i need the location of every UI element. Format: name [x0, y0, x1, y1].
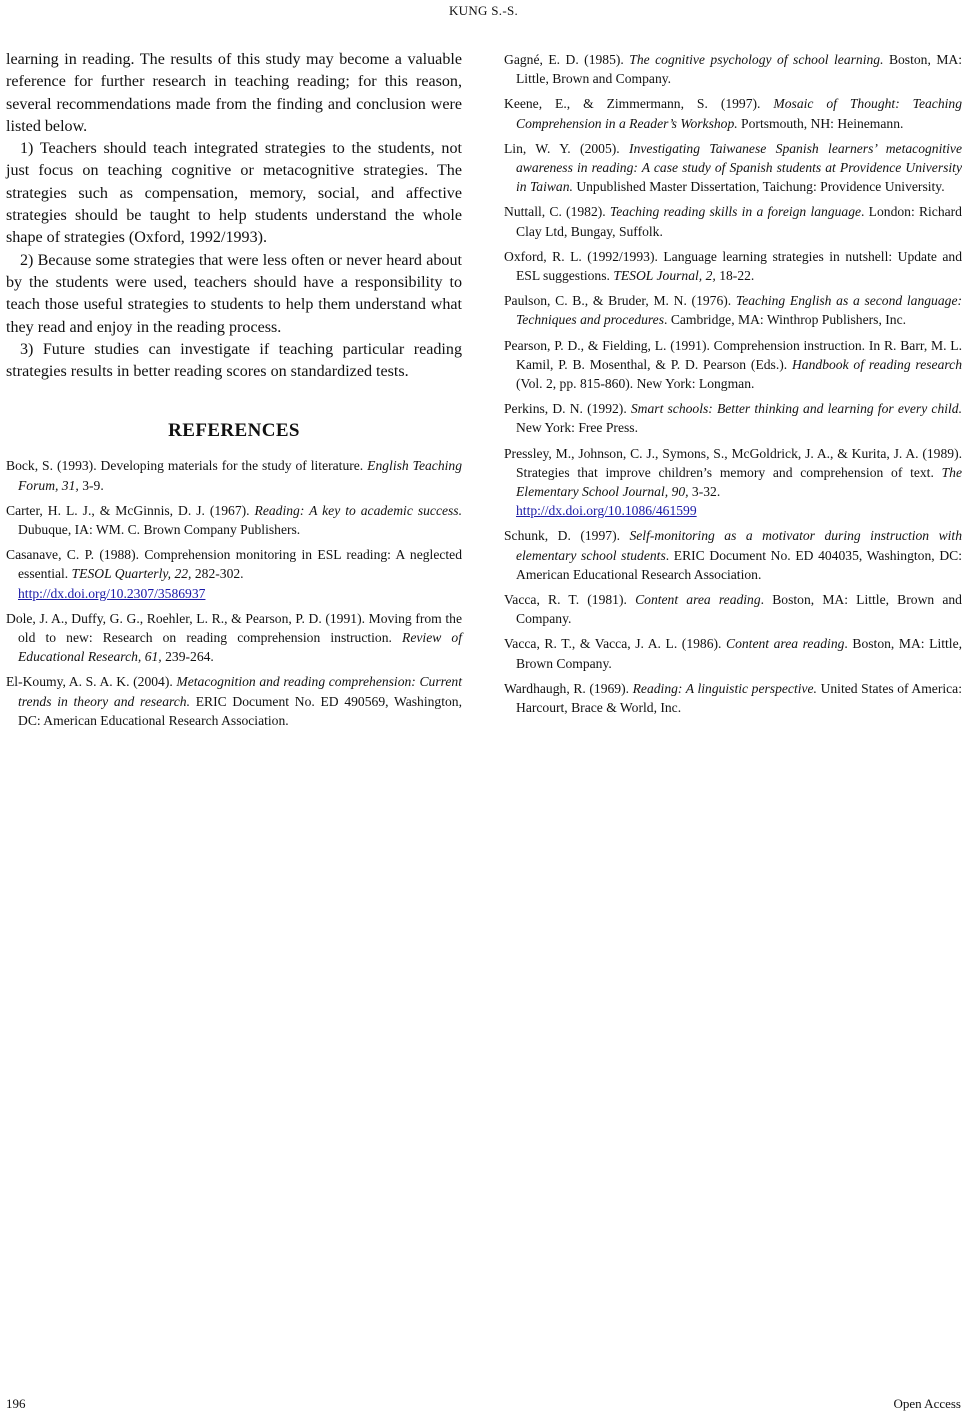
reference-entry: Bock, S. (1993). Developing materials for the study of literature. English Teaching Forum, 31, 3-9.: [6, 458, 462, 493]
reference-list-right: [504, 50, 962, 717]
reference-entry: Oxford, R. L. (1992/1993). Language learning strategies in nutshell: Update and ESL suggestions. TESOL Journal, 2, 18-22.: [504, 248, 962, 284]
reference-entry: Schunk, D. (1997). Self-monitoring as a motivator during instruction with elementary school students. ERIC Document No. ED 404035, Washington, DC: American Educational Research Association.: [504, 528, 962, 582]
recommendation-3: 3) Future studies can investigate if teaching particular reading strategies results in better reading scores on standardized tests.: [6, 340, 462, 381]
page-number: 196: [6, 1396, 26, 1411]
reference-entry: Gagné, E. D. (1985). The cognitive psychology of school learning. Boston, MA: Little, Brown and Company.: [504, 52, 963, 87]
reference-entry: Perkins, D. N. (1992). Smart schools: Better thinking and learning for every child. New York: Free Press.: [504, 401, 962, 436]
body-paragraph: learning in reading. The results of this study may become a valuable reference for further research in teaching reading; for this reason, several recommendations made from the finding and conclusion were listed below.: [6, 51, 462, 135]
reference-list-left: [6, 456, 462, 730]
reference-entry: Lin, W. Y. (2005). Investigating Taiwanese Spanish learners’ metacognitive awareness in reading: A case study of Spanish students at Providence University in Taiwan. Unpublished Master Dissertation, Taichung: Providence University.: [504, 140, 962, 195]
reference-entry: Pearson, P. D., & Fielding, L. (1991). Comprehension instruction. In R. Barr, M. L. Kamil, P. B. Mosenthal, & P. D. Pearson (Eds.). Handbook of reading research (Vol. 2, pp. 815-860). New York: Longman.: [504, 337, 962, 392]
recommendation-1: 1) Teachers should teach integrated strategies to the students, not just focus on teaching cognitive or metacognitive strategies. The strategies such as compensation, memory, social, and affective strategies should be taught to help students understand the whole shape of strategies (Oxford, 1992/1993).: [6, 140, 462, 247]
reference-entry: Keene, E., & Zimmermann, S. (1997). Mosaic of Thought: Teaching Comprehension in a Reader’s Workshop. Portsmouth, NH: Heinemann.: [504, 96, 962, 131]
reference-entry: Pressley, M., Johnson, C. J., Symons, S., McGoldrick, J. A., & Kurita, J. A. (1989). Strategies that improve children’s memory and comprehension of text. The Elementary School Journal, 90, 3-32. http://dx.doi.org/10.1086/461599: [504, 445, 962, 519]
left-column: [6, 49, 462, 736]
reference-entry: Paulson, C. B., & Bruder, M. N. (1976). Teaching English as a second language: Techniques and procedures. Cambridge, MA: Winthrop Publishers, Inc.: [504, 293, 963, 328]
reference-entry: Wardhaugh, R. (1969). Reading: A linguistic perspective. United States of America: Harcourt, Brace & World, Inc.: [504, 680, 962, 716]
reference-entry: Vacca, R. T., & Vacca, J. A. L. (1986). Content area reading. Boston, MA: Little, Brown Company.: [504, 636, 962, 671]
doi-link[interactable]: http://dx.doi.org/10.2307/3586937: [18, 585, 206, 601]
reference-entry: Dole, J. A., Duffy, G. G., Roehler, L. R., & Pearson, P. D. (1991). Moving from the old to new: Research on reading comprehension instruction. Review of Educational Research, 61, 239-264.: [6, 610, 462, 665]
reference-entry: El-Koumy, A. S. A. K. (2004). Metacognition and reading comprehension: Current trends in theory and research. ERIC Document No. ED 490569, Washington, DC: American Educational Research Association.: [6, 674, 463, 728]
running-head: KUNG S.-S.: [448, 3, 519, 18]
right-column: [504, 50, 962, 723]
references-heading: REFERENCES: [168, 420, 300, 442]
reference-entry: Casanave, C. P. (1988). Comprehension monitoring in ESL reading: A neglected essential. TESOL Quarterly, 22, 282-302. http://dx.doi.org/10.2307/3586937: [6, 547, 462, 601]
reference-entry: Vacca, R. T. (1981). Content area reading. Boston, MA: Little, Brown and Company.: [504, 592, 962, 627]
doi-link[interactable]: http://dx.doi.org/10.1086/461599: [516, 503, 697, 519]
recommendation-2: 2) Because some strategies that were less often or never heard about by the students were used, teachers should have a responsibility to teach those useful strategies to students to help them understand what they read and enjoy in the reading process.: [6, 251, 462, 336]
footer-label: Open Access: [893, 1396, 961, 1411]
reference-entry: Carter, H. L. J., & McGinnis, D. J. (1967). Reading: A key to academic success. Dubuque, IA: WM. C. Brown Company Publishers.: [6, 502, 462, 538]
reference-entry: Nuttall, C. (1982). Teaching reading skills in a foreign language. London: Richard Clay Ltd, Bungay, Suffolk.: [504, 204, 962, 239]
